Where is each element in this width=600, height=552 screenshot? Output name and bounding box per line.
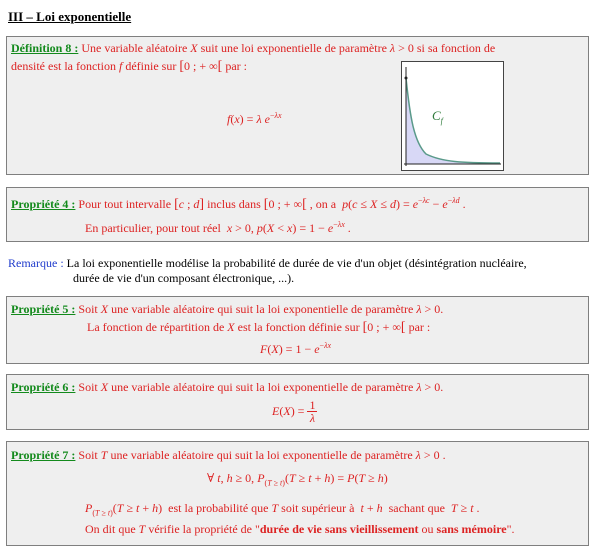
definition-8-line-2: densité est la fonction f définie sur [0 ; + ∞[ par :: [11, 59, 247, 74]
remark-line-1: Remarque : La loi exponentielle modélise la probabilité de durée de vie d'un objet (désintégration nucléaire,: [8, 256, 527, 270]
property-5-box: [6, 296, 589, 364]
property-6-box: [6, 374, 589, 430]
density-curve-label: $C_f$: [432, 108, 443, 126]
definition-8-label: Définition 8 :: [11, 41, 79, 55]
property-6-line-1: Propriété 6 : Soit X une variable aléatoire qui suit la loi exponentielle de paramètre λ > 0.: [11, 380, 444, 394]
property-7-label: Propriété 7 :: [11, 448, 76, 462]
density-curve-svg: [402, 62, 503, 170]
property-7-box: [6, 441, 589, 546]
density-graph: [401, 61, 504, 171]
property-5-line-1: Propriété 5 : Soit X une variable aléatoire qui suit la loi exponentielle de paramètre λ > 0.: [11, 302, 444, 316]
property-5-label: Propriété 5 :: [11, 302, 76, 316]
section-title: III – Loi exponentielle: [8, 9, 132, 24]
memoryless-term: sans mémoire: [436, 522, 507, 536]
property-7-formula: ∀ t, h ≥ 0, $P_{(T \ge t)}(T \ge t + h) = P(T \ge h)$: [207, 471, 388, 488]
definition-8-box: [6, 36, 589, 175]
no-aging-term: durée de vie sans vieillissement: [259, 522, 419, 536]
property-7-line-3: On dit que T vérifie la propriété de "durée de vie sans vieillissement ou sans mémoire".: [85, 522, 515, 536]
property-4-line-2: En particulier, pour tout réel x > 0, $p(X < x) = 1 - e^{-\lambda x}$ .: [85, 220, 351, 235]
property-4-box: [6, 187, 589, 242]
remark-label: Remarque :: [8, 256, 64, 270]
property-5-line-2: La fonction de répartition de X est la fonction définie sur [0 ; + ∞[ par :: [87, 320, 431, 335]
definition-8-line-1: Définition 8 : Une variable aléatoire X suit une loi exponentielle de paramètre λ > 0 si sa fonction de: [11, 41, 496, 55]
property-4-line-1: Propriété 4 : Pour tout intervalle [c ; d] inclus dans [0 ; + ∞[ , on a $p(c \le X \le d) = e^{-\lambda c} - e^{-\lambda d}$ .: [11, 196, 466, 212]
property-7-line-1: Propriété 7 : Soit T une variable aléatoire qui suit la loi exponentielle de paramètre λ > 0 .: [11, 448, 446, 462]
property-7-line-2: $P_{(T \ge t)}(T \ge t + h)$ est la probabilité que T soit supérieur à t + h sachant que T ≥ t .: [85, 501, 480, 518]
property-4-label: Propriété 4 :: [11, 197, 76, 211]
property-5-formula: $F(X) = 1 - e^{-\lambda x}$: [260, 341, 332, 356]
property-6-formula: E(X) = $\frac{1}{\lambda}$: [272, 398, 316, 425]
definition-8-formula: f(x) = λ $e^{-\lambda x}$: [227, 111, 282, 126]
property-6-label: Propriété 6 :: [11, 380, 76, 394]
remark-line-2: durée de vie d'un composant électronique, ...).: [73, 271, 295, 285]
